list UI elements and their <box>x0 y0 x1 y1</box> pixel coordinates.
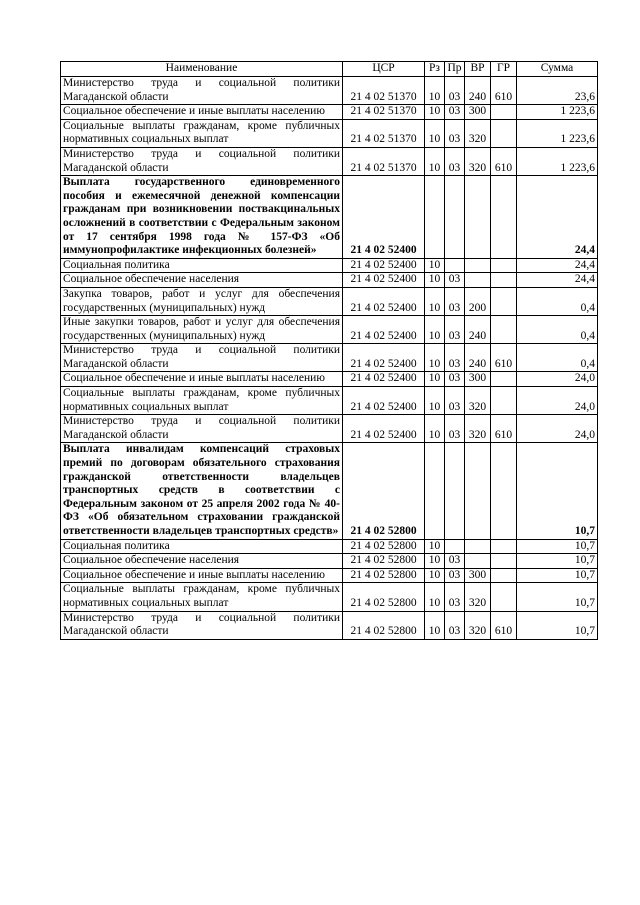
cell-sum: 10,7 <box>517 568 598 583</box>
table-row <box>61 568 598 583</box>
table-row <box>61 443 598 539</box>
cell-pr: 03 <box>445 105 465 120</box>
table-row <box>61 372 598 387</box>
cell-gr <box>491 539 517 554</box>
cell-pr: 03 <box>445 611 465 639</box>
cell-sum: 0,4 <box>517 316 598 344</box>
cell-vr: 320 <box>465 147 491 175</box>
cell-rz: 10 <box>425 611 445 639</box>
cell-pr: 03 <box>445 554 465 569</box>
cell-name: Министерство труда и социальной политики Магаданской области <box>61 611 343 639</box>
cell-csr: 21 4 02 52400 <box>343 273 425 288</box>
budget-table <box>60 61 598 640</box>
cell-name: Социальные выплаты гражданам, кроме публичных нормативных социальных выплат <box>61 583 343 611</box>
cell-name: Социальное обеспечение и иные выплаты населению <box>61 372 343 387</box>
cell-csr: 21 4 02 51370 <box>343 77 425 105</box>
cell-rz: 10 <box>425 147 445 175</box>
cell-gr: 610 <box>491 147 517 175</box>
cell-pr: 03 <box>445 287 465 315</box>
cell-name: Министерство труда и социальной политики Магаданской области <box>61 147 343 175</box>
cell-csr: 21 4 02 52800 <box>343 539 425 554</box>
cell-vr <box>465 443 491 539</box>
cell-gr: 610 <box>491 611 517 639</box>
cell-vr <box>465 539 491 554</box>
cell-vr: 320 <box>465 119 491 147</box>
header-vr: ВР <box>465 62 491 77</box>
table-row <box>61 119 598 147</box>
cell-pr <box>445 443 465 539</box>
table-row <box>61 387 598 415</box>
cell-sum: 24,4 <box>517 176 598 259</box>
cell-rz: 10 <box>425 287 445 315</box>
cell-sum: 24,0 <box>517 415 598 443</box>
cell-vr <box>465 258 491 273</box>
cell-gr <box>491 287 517 315</box>
cell-pr: 03 <box>445 316 465 344</box>
cell-csr: 21 4 02 52800 <box>343 583 425 611</box>
cell-pr: 03 <box>445 583 465 611</box>
cell-csr: 21 4 02 52800 <box>343 611 425 639</box>
cell-rz: 10 <box>425 316 445 344</box>
cell-name: Социальное обеспечение населения <box>61 273 343 288</box>
cell-rz <box>425 443 445 539</box>
cell-csr: 21 4 02 52800 <box>343 568 425 583</box>
cell-gr <box>491 119 517 147</box>
cell-rz: 10 <box>425 583 445 611</box>
cell-gr <box>491 258 517 273</box>
table-row <box>61 415 598 443</box>
cell-rz: 10 <box>425 77 445 105</box>
cell-gr <box>491 105 517 120</box>
table-row <box>61 287 598 315</box>
table-row <box>61 344 598 372</box>
cell-name: Социальная политика <box>61 539 343 554</box>
cell-sum: 0,4 <box>517 287 598 315</box>
cell-sum: 24,0 <box>517 372 598 387</box>
cell-name: Министерство труда и социальной политики Магаданской области <box>61 415 343 443</box>
cell-gr <box>491 583 517 611</box>
cell-name: Выплата государственного единовременного пособия и ежемесячной денежной компенсации гражданам при возникновении поствакцинальных осложнений в соответствии с Федеральным законом от 17 сентября 1998 года № 157-ФЗ «Об иммунопрофилактике инфекционных болезней» <box>61 176 343 259</box>
cell-rz: 10 <box>425 273 445 288</box>
cell-csr: 21 4 02 52400 <box>343 387 425 415</box>
cell-rz: 10 <box>425 258 445 273</box>
header-name: Наименование <box>61 62 343 77</box>
cell-vr: 320 <box>465 583 491 611</box>
cell-vr: 300 <box>465 105 491 120</box>
table-row <box>61 176 598 259</box>
cell-csr: 21 4 02 52400 <box>343 316 425 344</box>
header-sum: Сумма <box>517 62 598 77</box>
table-row <box>61 273 598 288</box>
cell-pr <box>445 176 465 259</box>
cell-sum: 23,6 <box>517 77 598 105</box>
cell-csr: 21 4 02 52400 <box>343 344 425 372</box>
cell-csr: 21 4 02 51370 <box>343 147 425 175</box>
cell-pr: 03 <box>445 568 465 583</box>
cell-sum: 10,7 <box>517 611 598 639</box>
cell-name: Социальное обеспечение и иные выплаты населению <box>61 105 343 120</box>
header-rz: Рз <box>425 62 445 77</box>
cell-name: Закупка товаров, работ и услуг для обеспечения государственных (муниципальных) нужд <box>61 287 343 315</box>
cell-name: Министерство труда и социальной политики Магаданской области <box>61 77 343 105</box>
cell-csr: 21 4 02 51370 <box>343 105 425 120</box>
cell-pr: 03 <box>445 77 465 105</box>
cell-gr <box>491 554 517 569</box>
cell-sum: 1 223,6 <box>517 105 598 120</box>
cell-sum: 10,7 <box>517 583 598 611</box>
cell-csr: 21 4 02 52800 <box>343 554 425 569</box>
cell-rz: 10 <box>425 105 445 120</box>
table-row <box>61 611 598 639</box>
table-header-row <box>61 62 598 77</box>
cell-sum: 24,4 <box>517 258 598 273</box>
cell-name: Социальное обеспечение населения <box>61 554 343 569</box>
table-row <box>61 105 598 120</box>
cell-pr: 03 <box>445 372 465 387</box>
cell-vr: 320 <box>465 387 491 415</box>
cell-vr: 300 <box>465 568 491 583</box>
cell-name: Социальные выплаты гражданам, кроме публичных нормативных социальных выплат <box>61 119 343 147</box>
cell-name: Министерство труда и социальной политики Магаданской области <box>61 344 343 372</box>
table-row <box>61 147 598 175</box>
cell-rz <box>425 176 445 259</box>
cell-vr: 320 <box>465 415 491 443</box>
cell-gr <box>491 273 517 288</box>
cell-pr: 03 <box>445 273 465 288</box>
cell-vr <box>465 554 491 569</box>
cell-vr: 240 <box>465 316 491 344</box>
cell-gr <box>491 443 517 539</box>
cell-csr: 21 4 02 51370 <box>343 119 425 147</box>
cell-csr: 21 4 02 52400 <box>343 176 425 259</box>
cell-sum: 10,7 <box>517 554 598 569</box>
cell-rz: 10 <box>425 344 445 372</box>
cell-vr <box>465 273 491 288</box>
cell-gr <box>491 387 517 415</box>
cell-csr: 21 4 02 52800 <box>343 443 425 539</box>
cell-pr <box>445 258 465 273</box>
cell-pr: 03 <box>445 387 465 415</box>
cell-rz: 10 <box>425 372 445 387</box>
cell-vr: 240 <box>465 77 491 105</box>
table-row <box>61 554 598 569</box>
cell-name: Выплата инвалидам компенсаций страховых премий по договорам обязательного страхования гражданской ответственности владельцев транспортных средств в соответствии с Федеральным законом от 25 апреля 2002 года № 40-ФЗ «Об обязательном страховании гражданской ответственности владельцев транспортных средств» <box>61 443 343 539</box>
cell-sum: 1 223,6 <box>517 119 598 147</box>
cell-rz: 10 <box>425 119 445 147</box>
cell-rz: 10 <box>425 539 445 554</box>
cell-gr <box>491 176 517 259</box>
cell-name: Иные закупки товаров, работ и услуг для обеспечения государственных (муниципальных) нужд <box>61 316 343 344</box>
cell-pr <box>445 539 465 554</box>
cell-csr: 21 4 02 52400 <box>343 287 425 315</box>
cell-sum: 24,0 <box>517 387 598 415</box>
table-row <box>61 77 598 105</box>
header-gr: ГР <box>491 62 517 77</box>
cell-sum: 10,7 <box>517 539 598 554</box>
cell-name: Социальная политика <box>61 258 343 273</box>
table-row <box>61 316 598 344</box>
cell-gr: 610 <box>491 77 517 105</box>
cell-gr <box>491 372 517 387</box>
cell-gr <box>491 316 517 344</box>
cell-pr: 03 <box>445 147 465 175</box>
cell-csr: 21 4 02 52400 <box>343 258 425 273</box>
cell-sum: 0,4 <box>517 344 598 372</box>
cell-pr: 03 <box>445 415 465 443</box>
cell-gr: 610 <box>491 415 517 443</box>
table-row <box>61 539 598 554</box>
cell-vr: 300 <box>465 372 491 387</box>
cell-gr <box>491 568 517 583</box>
header-pr: Пр <box>445 62 465 77</box>
cell-pr: 03 <box>445 119 465 147</box>
cell-rz: 10 <box>425 568 445 583</box>
cell-gr: 610 <box>491 344 517 372</box>
cell-vr: 200 <box>465 287 491 315</box>
cell-sum: 10,7 <box>517 443 598 539</box>
cell-rz: 10 <box>425 554 445 569</box>
cell-rz: 10 <box>425 415 445 443</box>
cell-rz: 10 <box>425 387 445 415</box>
table-row <box>61 258 598 273</box>
cell-name: Социальные выплаты гражданам, кроме публичных нормативных социальных выплат <box>61 387 343 415</box>
header-csr: ЦСР <box>343 62 425 77</box>
cell-vr <box>465 176 491 259</box>
cell-sum: 24,4 <box>517 273 598 288</box>
cell-pr: 03 <box>445 344 465 372</box>
cell-vr: 240 <box>465 344 491 372</box>
cell-csr: 21 4 02 52400 <box>343 372 425 387</box>
cell-vr: 320 <box>465 611 491 639</box>
cell-sum: 1 223,6 <box>517 147 598 175</box>
cell-csr: 21 4 02 52400 <box>343 415 425 443</box>
table-row <box>61 583 598 611</box>
cell-name: Социальное обеспечение и иные выплаты населению <box>61 568 343 583</box>
